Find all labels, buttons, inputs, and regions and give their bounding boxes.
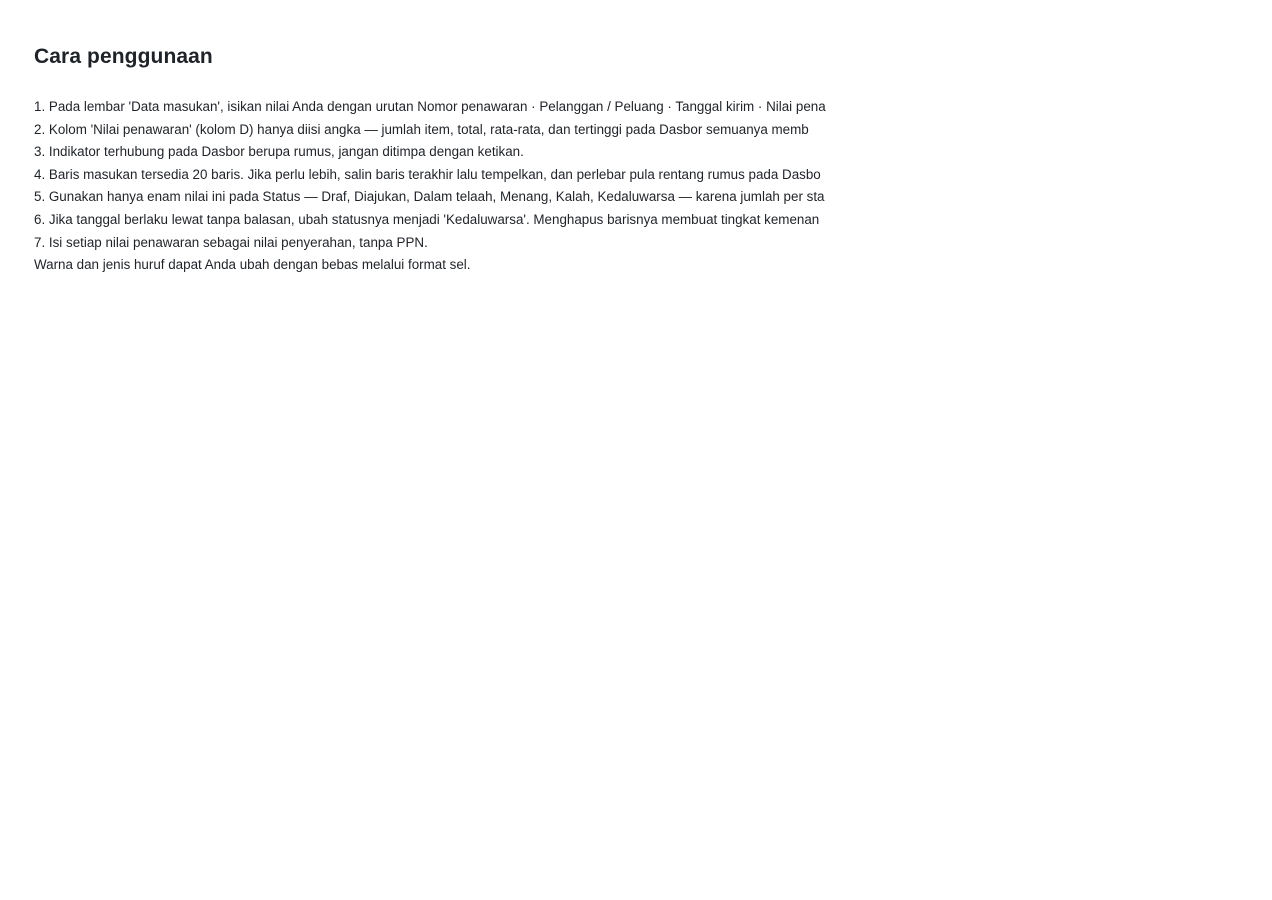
instruction-step-1: 1. Pada lembar 'Data masukan', isikan nilai Anda dengan urutan Nomor penawaran · Pelanggan / Peluang · Tanggal kirim · Nilai pena <box>34 99 826 114</box>
instruction-step-2: 2. Kolom 'Nilai penawaran' (kolom D) hanya diisi angka — jumlah item, total, rata-rata, dan tertinggi pada Dasbor semuanya memb <box>34 121 809 137</box>
instruction-step-7: 7. Isi setiap nilai penawaran sebagai nilai penyerahan, tanpa PPN. <box>34 234 428 250</box>
instructions-sheet <box>34 42 838 277</box>
formatting-note: Warna dan jenis huruf dapat Anda ubah dengan bebas melalui format sel. <box>34 257 471 273</box>
page-title: Cara penggunaan <box>34 45 213 68</box>
instruction-step-5: 5. Gunakan hanya enam nilai ini pada Status — Draf, Diajukan, Dalam telaah, Menang, Kalah, Kedaluwarsa — karena jumlah per sta <box>34 189 825 205</box>
instruction-step-6: 6. Jika tanggal berlaku lewat tanpa balasan, ubah statusnya menjadi 'Kedaluwarsa'. Menghapus barisnya membuat tingkat kemenan <box>34 211 820 227</box>
instruction-step-4: 4. Baris masukan tersedia 20 baris. Jika perlu lebih, salin baris terakhir lalu tempelkan, dan perlebar pula rentang rumus pada Dasbo <box>34 166 821 182</box>
instruction-list <box>34 96 838 277</box>
instruction-step-3: 3. Indikator terhubung pada Dasbor berupa rumus, jangan ditimpa dengan ketikan. <box>34 144 524 160</box>
